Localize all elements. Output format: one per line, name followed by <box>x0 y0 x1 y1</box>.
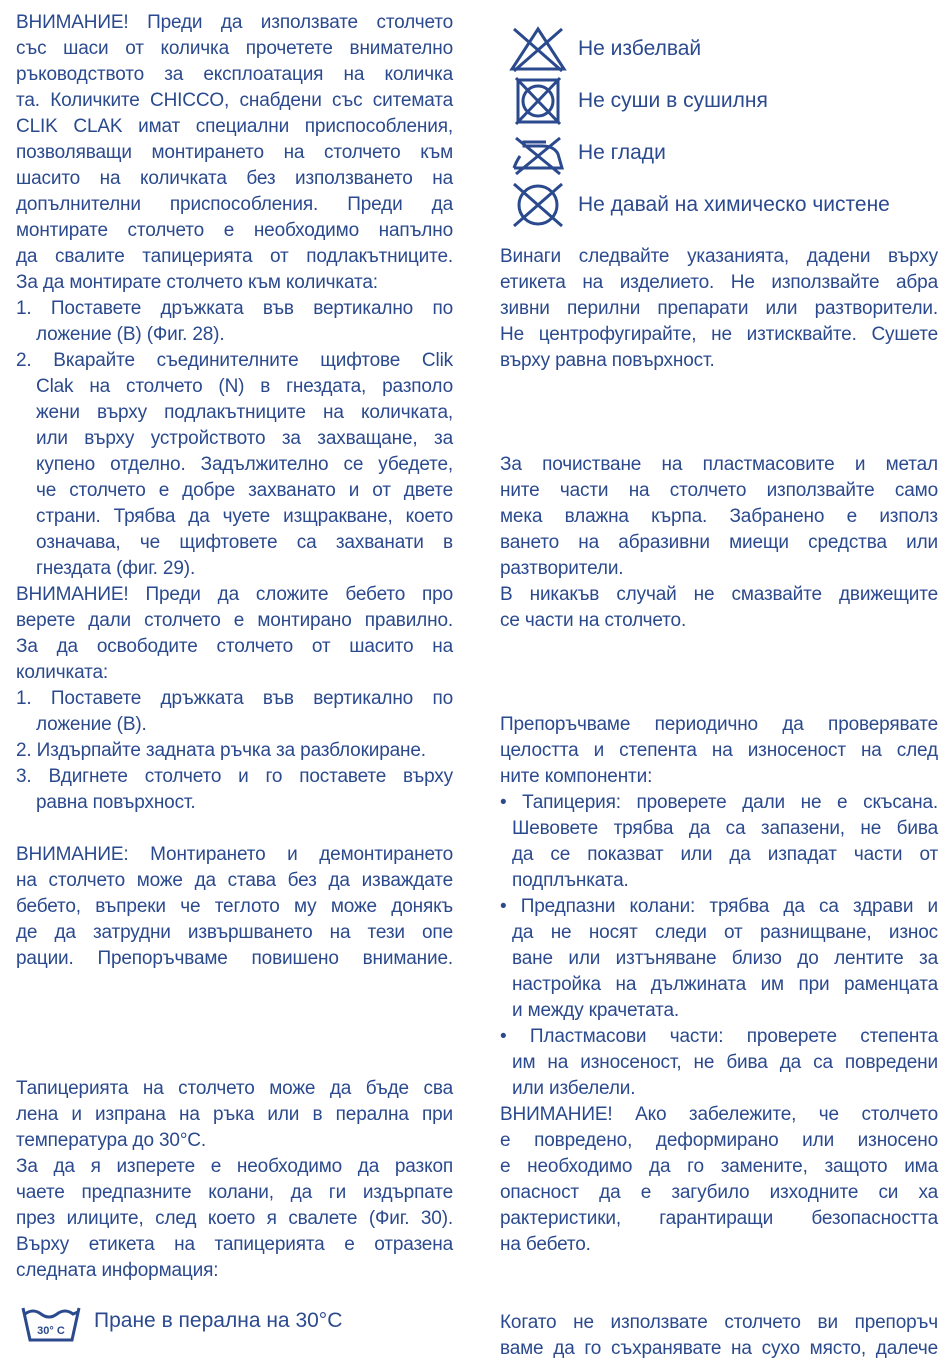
text-line: етикета на изделието. Не използвайте абра <box>500 272 938 293</box>
text-line: Когато не използвате столчето ви препоръч <box>500 1312 938 1333</box>
mounting-steps-list <box>16 296 453 582</box>
attention-paragraph <box>16 842 453 972</box>
text-line: на бебето. <box>500 1234 591 1255</box>
text-line: CLIK CLAK имат специални приспособления, <box>16 116 453 137</box>
text-line: Препоръчваме периодично да проверявате <box>500 714 938 735</box>
care-label: Не избелвай <box>578 37 702 60</box>
text-line: За да монтирате столчето към количката: <box>16 272 378 293</box>
list-item-continuation: или избелели. <box>512 1078 636 1099</box>
list-item: • Пластмасови части: проверете степента <box>500 1026 938 1047</box>
text-line: шасито на количката без използването на <box>16 168 453 189</box>
washing-paragraph <box>16 1076 453 1284</box>
svg-text:30° C: 30° C <box>37 1325 65 1337</box>
text-line: мека влажна кърпа. Забранено е използ <box>500 506 938 527</box>
no-tumble-dry-icon <box>506 76 570 126</box>
inspection-paragraph <box>500 712 938 790</box>
list-item-continuation: ложение (B) (Фиг. 28). <box>36 324 225 345</box>
care-label: Не суши в сушилня <box>578 89 768 112</box>
cleaning-paragraph <box>500 452 938 634</box>
list-item-continuation: да не носят следи от разнищване, износ <box>512 922 938 943</box>
text-line: рации. Препоръчваме повишено внимание. <box>16 948 453 969</box>
text-line: следната информация: <box>16 1260 219 1281</box>
left-column <box>16 10 453 1284</box>
text-line: В никакъв случай не смазвайте движещите <box>500 584 938 605</box>
text-line: та. Количките CHICCO, снабдени със ситемата <box>16 90 453 111</box>
list-item: • Предпазни колани: трябва да са здрави и <box>500 896 938 917</box>
text-line: Върху етикета на тапицерията е отразена <box>16 1234 453 1255</box>
list-item-continuation: и между крачетата. <box>512 1000 680 1021</box>
text-line: Не центрофугирайте, не изтисквайте. Сушете <box>500 324 938 345</box>
text-line: бебето, въпреки че теглото му може донякъ <box>16 896 453 917</box>
text-line: позволяващи монтирането на столчето към <box>16 142 453 163</box>
list-item-continuation: настройка на дължината им при раменцата <box>512 974 938 995</box>
text-line: върху равна повърхност. <box>500 350 715 371</box>
text-line: опасност да е загубило изходните си ха <box>500 1182 938 1203</box>
care-row-no-dry-clean <box>500 180 938 232</box>
list-item-continuation: купено отделно. Задължително се убедете, <box>36 454 453 475</box>
no-dry-clean-icon <box>506 180 570 230</box>
care-label: Не глади <box>578 141 666 164</box>
text-line: да свалите тапицерията от подлакътниците. <box>16 246 453 267</box>
list-item: 3. Вдигнете столчето и го поставете върху <box>16 766 453 787</box>
text-line: лена и изпрана на ръка или в перална при <box>16 1104 453 1125</box>
text-line: де да затрудни извършването на тези опе <box>16 922 453 943</box>
wash-label: Пране в перална на 30°C <box>94 1309 343 1332</box>
text-line: рактеристики, гарантиращи безопасността <box>500 1208 938 1229</box>
list-item-continuation: гнездата (фиг. 29). <box>36 558 196 579</box>
list-item: 2. Вкарайте съединителните щифтове Clik <box>16 350 453 371</box>
text-line: ВНИМАНИЕ! Ако забележите, че столчето <box>500 1104 938 1125</box>
no-iron-icon <box>506 128 570 178</box>
list-item: 1. Поставете дръжката във вертикално по <box>16 298 453 319</box>
text-line: Тапицерията на столчето може да бъде сва <box>16 1078 453 1099</box>
text-line: ВНИМАНИЕ! Преди да използвате столчето <box>16 12 453 33</box>
text-line: зивни перилни препарати или разтворители. <box>500 298 938 319</box>
list-item-continuation: Clak на столчето (N) в гнездата, разполо <box>36 376 453 397</box>
list-item: 2. Издърпайте задната ръчка за разблокиране. <box>16 740 426 761</box>
storage-paragraph <box>500 1310 938 1362</box>
text-line: ВНИМАНИЕ: Монтирането и демонтирането <box>16 844 453 865</box>
text-line: е повредено, деформирано или износено <box>500 1130 938 1151</box>
text-line: количката: <box>16 662 108 683</box>
list-item-continuation: означава, че щифтовете са захванати в <box>36 532 453 553</box>
text-line: ВНИМАНИЕ! Преди да сложите бебето про <box>16 584 453 605</box>
list-item-continuation: равна повърхност. <box>36 792 196 813</box>
list-item-continuation: ложение (B). <box>36 714 147 735</box>
text-line: Винаги следвайте указанията, дадени върху <box>500 246 938 267</box>
wash-30-icon <box>20 1300 82 1344</box>
list-item-continuation: страни. Трябва да чуете изщракване, което <box>36 506 453 527</box>
inspection-list <box>500 790 938 1102</box>
list-item: 1. Поставете дръжката във вертикално по <box>16 688 453 709</box>
text-line: температура до 30°C. <box>16 1130 206 1151</box>
release-instructions-paragraph <box>16 582 453 686</box>
list-item-continuation: им на износеност, не бива да са повредени <box>512 1052 938 1073</box>
care-instructions-paragraph <box>500 244 938 374</box>
text-line: За почистване на пластмасовите и метал <box>500 454 938 475</box>
care-row-no-bleach <box>500 24 938 76</box>
list-item-continuation: че столчето е добре захванато и от двете <box>36 480 453 501</box>
mounting-warning-paragraph <box>16 10 453 296</box>
list-item-continuation: ване или изтъняване близо до лентите за <box>512 948 938 969</box>
text-line: ните части на столчето използвайте само <box>500 480 938 501</box>
text-line: За да я изперете е необходимо да разкоп <box>16 1156 453 1177</box>
replacement-warning-paragraph <box>500 1102 938 1258</box>
list-item-continuation: подплънката. <box>512 870 629 891</box>
release-steps-list <box>16 686 453 816</box>
wash-instruction-row <box>16 1296 456 1348</box>
text-line: разтворители. <box>500 558 624 579</box>
care-row-no-tumble-dry <box>500 76 938 128</box>
list-item-continuation: жени върху подлакътниците на количката, <box>36 402 453 423</box>
care-row-no-iron <box>500 128 938 180</box>
right-column <box>500 24 938 232</box>
text-line: чаете предпазните колани, да ги издърпате <box>16 1182 453 1203</box>
text-line: За да освободите столчето от шасито на <box>16 636 453 657</box>
list-item-continuation: да се показват или да изпадат части от <box>512 844 938 865</box>
text-line: ваме да го съхранявате на сухо място, далече <box>500 1338 938 1359</box>
list-item-continuation: Шевовете трябва да са запазени, не бива <box>512 818 938 839</box>
text-line: целостта и степента на износеност на след <box>500 740 938 761</box>
text-line: ните компоненти: <box>500 766 653 787</box>
text-line: е необходимо да го замените, защото има <box>500 1156 938 1177</box>
text-line: допълнителни приспособления. Преди да <box>16 194 453 215</box>
text-line: монтирате столчето е необходимо напълно <box>16 220 453 241</box>
text-line: верете дали столчето е монтирано правилно. <box>16 610 453 631</box>
list-item-continuation: или върху устройството за захващане, за <box>36 428 453 449</box>
text-line: със шаси от количка прочетете внимателно <box>16 38 453 59</box>
text-line: през илиците, след което я свалете (Фиг. 30). <box>16 1208 453 1229</box>
care-label: Не давай на химическо чистене <box>578 193 890 216</box>
text-line: на столчето може да става без да изваждате <box>16 870 453 891</box>
text-line: ръководството за експлоатация на количка <box>16 64 453 85</box>
list-item: • Тапицерия: проверете дали не е скъсана. <box>500 792 938 813</box>
text-line: се части на столчето. <box>500 610 687 631</box>
no-bleach-icon <box>506 24 570 74</box>
right-column-text <box>500 244 938 1362</box>
text-line: ването на абразивни миещи средства или <box>500 532 938 553</box>
